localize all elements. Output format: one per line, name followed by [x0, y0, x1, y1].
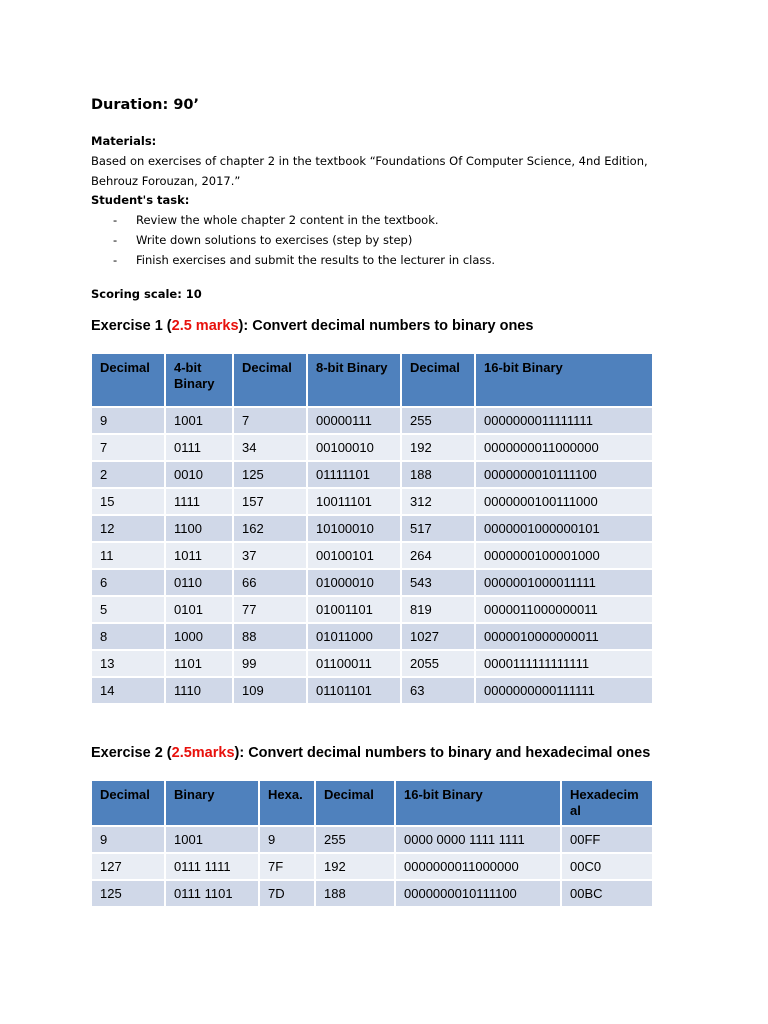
table-cell: 00FF — [562, 827, 652, 852]
table-cell: 162 — [234, 516, 306, 541]
table-cell: 37 — [234, 543, 306, 568]
task-item — [113, 210, 495, 230]
duration-heading: Duration: 90’ — [91, 97, 200, 113]
table-cell: 1000 — [166, 624, 232, 649]
table-row — [92, 489, 652, 514]
table-row — [92, 854, 652, 879]
table-cell: 01011000 — [308, 624, 400, 649]
table-cell: 8 — [92, 624, 164, 649]
table-row — [92, 435, 652, 460]
table-cell: 188 — [402, 462, 474, 487]
table-cell: 157 — [234, 489, 306, 514]
exercise-2-title — [91, 745, 650, 761]
table-cell: 0000000100001000 — [476, 543, 652, 568]
table-row — [92, 408, 652, 433]
table-cell: 125 — [92, 881, 164, 906]
table-cell: 7D — [260, 881, 314, 906]
table-cell: 517 — [402, 516, 474, 541]
table-row — [92, 678, 652, 703]
table-cell: 0111 1111 — [166, 854, 258, 879]
table-cell: 9 — [92, 827, 164, 852]
table-cell: 1001 — [166, 827, 258, 852]
table-cell: 10011101 — [308, 489, 400, 514]
materials-line-2: Behrouz Forouzan, 2017.” — [91, 174, 241, 188]
table-cell: 264 — [402, 543, 474, 568]
table-cell: 01111101 — [308, 462, 400, 487]
table-cell: 127 — [92, 854, 164, 879]
table-cell: 01100011 — [308, 651, 400, 676]
table-cell: 1100 — [166, 516, 232, 541]
table-cell: 0000000011000000 — [476, 435, 652, 460]
exercise-2-prefix: Exercise 2 ( — [91, 745, 172, 761]
table-cell: 255 — [316, 827, 394, 852]
column-header: Decimal — [402, 354, 474, 406]
table-cell: 0000000100111000 — [476, 489, 652, 514]
table-row — [92, 570, 652, 595]
exercise-1-table — [90, 352, 654, 705]
table-cell: 0000111111111111 — [476, 651, 652, 676]
table-cell: 0000000010111100 — [476, 462, 652, 487]
column-header: Decimal — [92, 781, 164, 825]
table-header-row — [92, 781, 652, 825]
table-cell: 0111 — [166, 435, 232, 460]
table-row — [92, 597, 652, 622]
table-row — [92, 516, 652, 541]
table-cell: 0000000000111111 — [476, 678, 652, 703]
table-cell: 12 — [92, 516, 164, 541]
exercise-1-body — [92, 408, 652, 703]
exercise-1-marks: 2.5 marks — [171, 318, 239, 334]
task-text: Write down solutions to exercises (step by step) — [136, 233, 413, 247]
column-header: Decimal — [316, 781, 394, 825]
table-cell: 192 — [316, 854, 394, 879]
table-cell: 99 — [234, 651, 306, 676]
column-header: Binary — [166, 781, 258, 825]
table-cell: 00100010 — [308, 435, 400, 460]
table-header-row — [92, 354, 652, 406]
column-header: Hexadecim al — [562, 781, 652, 825]
table-cell: 0110 — [166, 570, 232, 595]
table-cell: 543 — [402, 570, 474, 595]
table-cell: 2 — [92, 462, 164, 487]
table-cell: 0000010000000011 — [476, 624, 652, 649]
task-item — [113, 250, 495, 270]
exercise-2-body — [92, 827, 652, 906]
column-header: 16-bit Binary — [396, 781, 560, 825]
exercise-2-table — [90, 779, 654, 908]
table-cell: 192 — [402, 435, 474, 460]
table-row — [92, 624, 652, 649]
scoring-scale: Scoring scale: 10 — [91, 287, 202, 301]
table-cell: 0010 — [166, 462, 232, 487]
table-cell: 15 — [92, 489, 164, 514]
student-task-list — [113, 210, 495, 270]
column-header: Decimal — [234, 354, 306, 406]
table-row — [92, 543, 652, 568]
table-cell: 1011 — [166, 543, 232, 568]
exercise-2-marks: 2.5marks — [171, 745, 235, 761]
task-text: Finish exercises and submit the results to the lecturer in class. — [136, 253, 496, 267]
materials-text — [91, 151, 691, 191]
table-cell: 0000000011111111 — [476, 408, 652, 433]
table-cell: 00C0 — [562, 854, 652, 879]
table-cell: 2055 — [402, 651, 474, 676]
table-cell: 255 — [402, 408, 474, 433]
table-cell: 1001 — [166, 408, 232, 433]
table-cell: 188 — [316, 881, 394, 906]
table-cell: 11 — [92, 543, 164, 568]
column-header: 8-bit Binary — [308, 354, 400, 406]
task-text: Review the whole chapter 2 content in the textbook. — [136, 213, 439, 227]
table-cell: 77 — [234, 597, 306, 622]
exercise-1-title — [91, 318, 533, 334]
bullet-dash: - — [113, 233, 118, 247]
table-cell: 0000 0000 1111 1111 — [396, 827, 560, 852]
table-cell: 00100101 — [308, 543, 400, 568]
table-row — [92, 462, 652, 487]
table-cell: 14 — [92, 678, 164, 703]
table-cell: 0111 1101 — [166, 881, 258, 906]
table-cell: 0101 — [166, 597, 232, 622]
table-cell: 66 — [234, 570, 306, 595]
table-cell: 00BC — [562, 881, 652, 906]
table-cell: 0000000010111100 — [396, 881, 560, 906]
student-task-label: Student's task: — [91, 193, 190, 207]
column-header: Decimal — [92, 354, 164, 406]
table-cell: 312 — [402, 489, 474, 514]
table-cell: 1027 — [402, 624, 474, 649]
bullet-dash: - — [113, 253, 118, 267]
table-cell: 13 — [92, 651, 164, 676]
table-row — [92, 881, 652, 906]
table-cell: 00000111 — [308, 408, 400, 433]
table-cell: 7 — [92, 435, 164, 460]
table-cell: 0000000011000000 — [396, 854, 560, 879]
table-row — [92, 651, 652, 676]
table-cell: 1101 — [166, 651, 232, 676]
table-cell: 109 — [234, 678, 306, 703]
exercise-1-suffix: ): Convert decimal numbers to binary ones — [238, 318, 534, 334]
table-cell: 125 — [234, 462, 306, 487]
table-cell: 0000011000000011 — [476, 597, 652, 622]
table-cell: 7F — [260, 854, 314, 879]
table-cell: 7 — [234, 408, 306, 433]
exercise-2-suffix: ): Convert decimal numbers to binary and hexadecimal ones — [234, 745, 651, 761]
table-cell: 1110 — [166, 678, 232, 703]
table-cell: 6 — [92, 570, 164, 595]
table-cell: 88 — [234, 624, 306, 649]
materials-line-1: Based on exercises of chapter 2 in the textbook “Foundations Of Computer Science, 4nd Edition, — [91, 154, 648, 168]
task-item — [113, 230, 495, 250]
table-cell: 01001101 — [308, 597, 400, 622]
table-cell: 0000001000011111 — [476, 570, 652, 595]
column-header: 16-bit Binary — [476, 354, 652, 406]
table-cell: 63 — [402, 678, 474, 703]
bullet-dash: - — [113, 213, 118, 227]
table-cell: 819 — [402, 597, 474, 622]
table-cell: 1111 — [166, 489, 232, 514]
table-cell: 34 — [234, 435, 306, 460]
column-header: 4-bit Binary — [166, 354, 232, 406]
table-cell: 01000010 — [308, 570, 400, 595]
column-header: Hexa. — [260, 781, 314, 825]
table-cell: 5 — [92, 597, 164, 622]
table-cell: 10100010 — [308, 516, 400, 541]
exercise-1-prefix: Exercise 1 ( — [91, 318, 172, 334]
table-cell: 0000001000000101 — [476, 516, 652, 541]
table-cell: 9 — [92, 408, 164, 433]
table-cell: 01101101 — [308, 678, 400, 703]
table-row — [92, 827, 652, 852]
table-cell: 9 — [260, 827, 314, 852]
materials-label: Materials: — [91, 134, 157, 148]
